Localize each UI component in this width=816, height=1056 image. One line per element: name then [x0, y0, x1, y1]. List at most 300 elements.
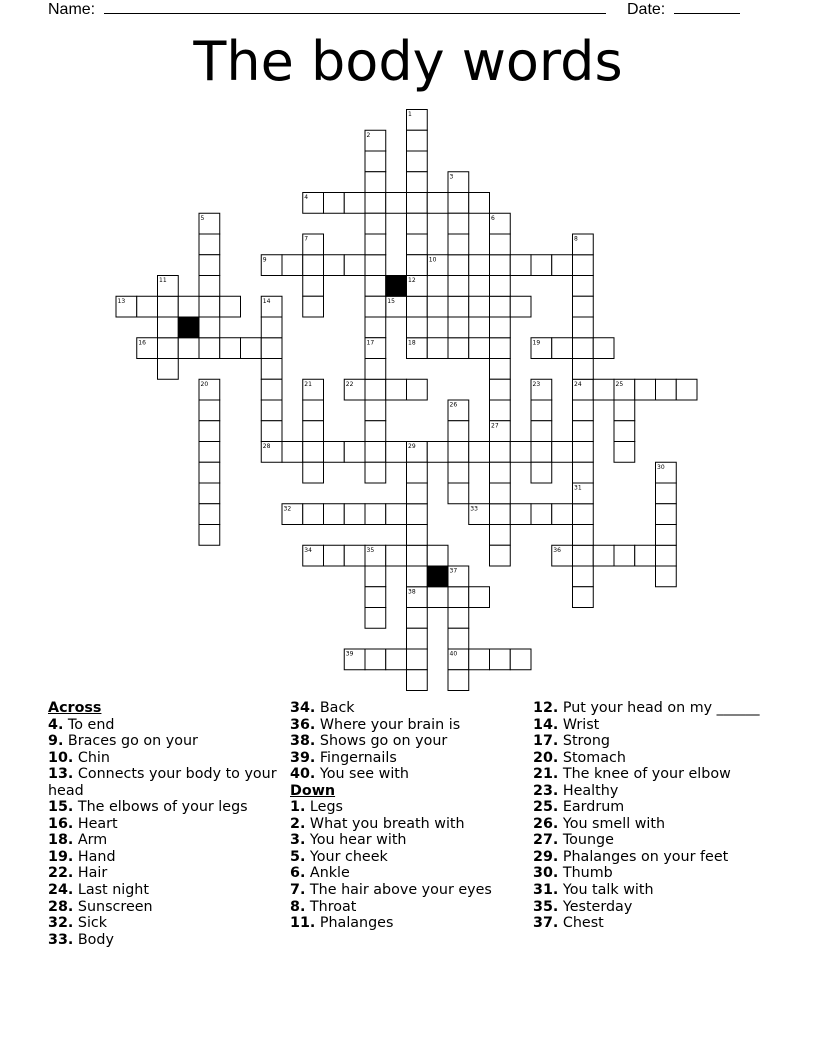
clue-item [48, 816, 278, 833]
grid-cell[interactable] [656, 545, 677, 566]
clue-item-text: Sick [73, 915, 108, 932]
clue-number: 36 [553, 546, 561, 554]
clue-item [48, 717, 278, 734]
grid-cell[interactable] [469, 442, 490, 463]
clue-number: 37 [449, 567, 458, 575]
grid-cell[interactable] [469, 255, 490, 276]
clue-item-number: 38. [290, 733, 316, 750]
grid-cell[interactable] [365, 504, 386, 525]
clue-item-text: Legs [305, 799, 343, 816]
grid-cell[interactable] [199, 400, 220, 421]
clue-item-text: The elbows of your legs [73, 799, 248, 816]
across-clue-list-continued [290, 700, 520, 783]
grid-cell[interactable] [614, 442, 635, 463]
clue-item-text: Sunscreen [73, 898, 153, 915]
grid-cell[interactable] [531, 255, 552, 276]
grid-cell[interactable] [365, 421, 386, 442]
grid-cell[interactable] [407, 525, 428, 546]
clue-item-text: Ankle [305, 865, 350, 882]
grid-cell[interactable] [365, 172, 386, 193]
clue-number: 3 [449, 173, 454, 181]
grid-cell[interactable] [552, 442, 573, 463]
clue-item [533, 733, 793, 750]
clue-item-text: You see with [315, 766, 409, 783]
across-heading: Across [48, 700, 102, 716]
grid-cell[interactable] [448, 255, 469, 276]
grid-cell[interactable] [199, 462, 220, 483]
grid-cell[interactable] [407, 670, 428, 691]
clue-item-number: 23. [533, 782, 559, 799]
clue-item [48, 915, 278, 932]
grid-cell[interactable] [261, 379, 282, 400]
clue-item [48, 899, 278, 916]
grid-cell[interactable] [261, 400, 282, 421]
grid-cell[interactable] [614, 400, 635, 421]
grid-cell[interactable] [531, 462, 552, 483]
grid-cell[interactable] [199, 317, 220, 338]
grid-cell[interactable] [573, 442, 594, 463]
grid-cell[interactable] [490, 462, 511, 483]
grid-cell[interactable] [407, 545, 428, 566]
clue-item-number: 24. [48, 882, 74, 899]
clue-item [290, 816, 520, 833]
grid-cell[interactable] [635, 545, 656, 566]
grid-cell[interactable] [324, 255, 345, 276]
grid-cell[interactable] [199, 483, 220, 504]
clue-item-text: Last night [73, 882, 149, 899]
grid-cell[interactable] [448, 193, 469, 214]
grid-cell[interactable] [531, 400, 552, 421]
grid-cell[interactable] [407, 504, 428, 525]
clue-item [48, 750, 278, 767]
grid-cell[interactable] [552, 338, 573, 359]
clue-item-text: Body [73, 931, 114, 948]
grid-cell[interactable] [303, 421, 324, 442]
clue-number: 30 [657, 463, 665, 471]
grid-cell[interactable] [573, 545, 594, 566]
grid-cell[interactable] [490, 255, 511, 276]
clue-item [290, 849, 520, 866]
grid-cell[interactable] [241, 338, 262, 359]
grid-cell[interactable] [448, 234, 469, 255]
clue-item [48, 882, 278, 899]
grid-cell[interactable] [531, 442, 552, 463]
page-title: The body words [193, 30, 623, 93]
grid-cell[interactable] [324, 442, 345, 463]
grid-cell[interactable] [510, 649, 531, 670]
grid-cell[interactable] [510, 504, 531, 525]
grid-cell[interactable] [490, 525, 511, 546]
grid-cell[interactable] [407, 566, 428, 587]
grid-cell[interactable] [490, 338, 511, 359]
clue-item [533, 915, 793, 932]
clue-number: 11 [159, 277, 167, 284]
clue-item [290, 915, 520, 932]
grid-cell[interactable] [552, 255, 573, 276]
grid-cell[interactable] [303, 296, 324, 317]
clue-item-number: 35. [533, 898, 559, 915]
grid-cell[interactable] [573, 338, 594, 359]
grid-cell[interactable] [261, 317, 282, 338]
grid-cell[interactable] [158, 338, 179, 359]
clue-item-text: Wrist [558, 716, 600, 733]
clue-item [533, 865, 793, 882]
clue-item [290, 700, 520, 717]
clue-item-text: Phalanges on your feet [558, 848, 729, 865]
clue-number: 29 [408, 443, 416, 450]
grid-cell[interactable] [365, 400, 386, 421]
grid-cell[interactable] [490, 400, 511, 421]
grid-cell[interactable] [469, 296, 490, 317]
clue-number: 33 [470, 505, 478, 513]
grid-cell[interactable] [407, 255, 428, 276]
clue-item-text: Connects your body to your head [48, 766, 277, 799]
grid-cell[interactable] [344, 442, 365, 463]
clue-item-number: 30. [533, 865, 559, 882]
clue-number: 34 [304, 546, 312, 554]
grid-cell[interactable] [469, 649, 490, 670]
clue-item-number: 5. [290, 848, 306, 865]
grid-cell[interactable] [552, 504, 573, 525]
clue-item-number: 33. [48, 931, 74, 948]
grid-cell[interactable] [573, 317, 594, 338]
clue-number: 7 [304, 235, 309, 243]
grid-cell[interactable] [593, 379, 614, 400]
clue-number: 32 [283, 505, 292, 513]
grid-cell[interactable] [365, 151, 386, 172]
grid-cell[interactable] [365, 193, 386, 214]
clue-number: 2 [366, 131, 371, 139]
grid-cell[interactable] [531, 504, 552, 525]
clue-item-number: 4. [48, 716, 64, 733]
grid-cell[interactable] [573, 255, 594, 276]
grid-cell[interactable] [448, 442, 469, 463]
down-clue-list [290, 799, 520, 931]
clue-item-number: 20. [533, 749, 559, 766]
grid-cell[interactable] [448, 462, 469, 483]
clue-item [533, 783, 793, 800]
clue-number: 19 [532, 339, 541, 347]
grid-cell[interactable] [303, 462, 324, 483]
clue-item-text: You smell with [558, 815, 666, 832]
grid-cell[interactable] [573, 462, 594, 483]
clue-item [290, 750, 520, 767]
clue-number: 28 [262, 443, 271, 450]
grid-cell[interactable] [365, 649, 386, 670]
clue-number: 26 [449, 401, 458, 409]
grid-cell[interactable] [676, 379, 697, 400]
grid-cell[interactable] [365, 255, 386, 276]
clue-item-number: 31. [533, 882, 559, 899]
grid-cell[interactable] [365, 442, 386, 463]
clue-number: 22 [345, 380, 354, 388]
grid-cell[interactable] [448, 628, 469, 649]
grid-cell[interactable] [593, 338, 614, 359]
clue-item-text: Put your head on my ______ [558, 700, 760, 716]
clue-item-number: 34. [290, 700, 316, 716]
clue-item-text: Phalanges [315, 915, 394, 932]
clue-number: 18 [408, 339, 416, 347]
grid-cell[interactable] [261, 359, 282, 380]
grid-cell[interactable] [344, 545, 365, 566]
grid-cell[interactable] [365, 462, 386, 483]
grid-cell[interactable] [303, 400, 324, 421]
grid-cell[interactable] [344, 255, 365, 276]
grid-cell[interactable] [199, 525, 220, 546]
grid-cell[interactable] [386, 504, 407, 525]
grid-cell[interactable] [469, 587, 490, 608]
clue-item [290, 865, 520, 882]
clue-item-number: 22. [48, 865, 74, 882]
grid-cell[interactable] [448, 296, 469, 317]
clue-item-text: You hear with [305, 832, 407, 849]
grid-cell[interactable] [324, 545, 345, 566]
grid-cell[interactable] [303, 442, 324, 463]
clue-item-number: 26. [533, 815, 559, 832]
grid-cell[interactable] [656, 504, 677, 525]
grid-cell[interactable] [386, 649, 407, 670]
grid-cell[interactable] [573, 296, 594, 317]
clue-item-text: Hand [73, 848, 116, 865]
grid-cell[interactable] [407, 379, 428, 400]
clue-item-number: 39. [290, 749, 316, 766]
clue-number: 17 [366, 339, 375, 347]
clue-item-number: 15. [48, 799, 74, 816]
grid-cell[interactable] [573, 421, 594, 442]
grid-cell[interactable] [261, 421, 282, 442]
clue-item [533, 816, 793, 833]
clue-item [533, 899, 793, 916]
clue-number: 12 [408, 277, 416, 284]
grid-cell[interactable] [407, 483, 428, 504]
grid-cell[interactable] [490, 545, 511, 566]
grid-cell[interactable] [282, 442, 303, 463]
grid-cell[interactable] [573, 400, 594, 421]
grid-cell[interactable] [220, 338, 241, 359]
grid-cell[interactable] [407, 317, 428, 338]
grid-cell[interactable] [220, 296, 241, 317]
grid-cell[interactable] [448, 421, 469, 442]
grid-cell[interactable] [407, 628, 428, 649]
clue-item-number: 12. [533, 700, 559, 716]
grid-cell[interactable] [324, 193, 345, 214]
date-label: Date: [627, 1, 666, 18]
clue-item [48, 832, 278, 849]
grid-cell[interactable] [427, 442, 448, 463]
grid-cell[interactable] [365, 608, 386, 629]
clue-item-text: Healthy [558, 782, 619, 799]
grid-cell[interactable] [448, 670, 469, 691]
grid-cell[interactable] [490, 649, 511, 670]
grid-cell[interactable] [344, 193, 365, 214]
grid-cell[interactable] [448, 608, 469, 629]
grid-cell[interactable] [593, 545, 614, 566]
grid-cell[interactable] [365, 379, 386, 400]
grid-cell[interactable] [407, 151, 428, 172]
clue-item-number: 2. [290, 815, 306, 832]
clue-item [48, 766, 278, 799]
clue-item-number: 1. [290, 799, 306, 816]
grid-cell[interactable] [490, 317, 511, 338]
grid-cell[interactable] [365, 359, 386, 380]
grid-cell[interactable] [303, 504, 324, 525]
grid-cell[interactable] [365, 566, 386, 587]
clue-number: 20 [200, 380, 209, 388]
clue-item [533, 799, 793, 816]
clue-item-text: Stomach [558, 749, 626, 766]
clue-item-text: Thumb [558, 865, 613, 882]
grid-cell[interactable] [282, 255, 303, 276]
grid-cell[interactable] [427, 338, 448, 359]
grid-cell[interactable] [365, 276, 386, 297]
grid-cell[interactable] [386, 442, 407, 463]
clue-number: 40 [449, 650, 458, 658]
grid-cell[interactable] [365, 587, 386, 608]
down-heading: Down [290, 782, 336, 799]
grid-cell[interactable] [469, 338, 490, 359]
grid-cell[interactable] [490, 276, 511, 297]
grid-cell[interactable] [614, 421, 635, 442]
grid-cell[interactable] [573, 504, 594, 525]
grid-cell[interactable] [199, 296, 220, 317]
grid-cell[interactable] [573, 566, 594, 587]
grid-cell[interactable] [448, 483, 469, 504]
grid-cell[interactable] [344, 504, 365, 525]
grid-cell[interactable] [448, 587, 469, 608]
grid-cell[interactable] [510, 255, 531, 276]
grid-cell[interactable] [469, 193, 490, 214]
clue-item-number: 7. [290, 882, 306, 899]
grid-cell[interactable] [510, 296, 531, 317]
grid-cell[interactable] [365, 317, 386, 338]
clue-item-text: Arm [73, 832, 108, 849]
grid-cell[interactable] [490, 296, 511, 317]
clue-item [48, 865, 278, 882]
clue-item-number: 3. [290, 832, 306, 849]
grid-cell[interactable] [407, 172, 428, 193]
grid-cell[interactable] [635, 379, 656, 400]
clue-item-number: 16. [48, 815, 74, 832]
grid-cell[interactable] [199, 255, 220, 276]
clue-item-number: 13. [48, 766, 74, 783]
grid-cell[interactable] [448, 317, 469, 338]
across-clue-list [48, 717, 278, 949]
grid-cell[interactable] [427, 296, 448, 317]
grid-cell[interactable] [199, 442, 220, 463]
grid-cell[interactable] [365, 234, 386, 255]
grid-cell[interactable] [407, 130, 428, 151]
clue-item [290, 899, 520, 916]
grid-cell[interactable] [365, 213, 386, 234]
clue-item-number: 10. [48, 749, 74, 766]
clue-item-text: Tounge [558, 832, 614, 849]
clue-number: 8 [574, 235, 578, 243]
grid-cell[interactable] [365, 296, 386, 317]
grid-cell[interactable] [407, 213, 428, 234]
grid-cell[interactable] [427, 545, 448, 566]
grid-cell[interactable] [199, 338, 220, 359]
grid-cell[interactable] [158, 317, 179, 338]
clue-item [290, 766, 520, 783]
grid-cell[interactable] [656, 566, 677, 587]
clue-item [533, 832, 793, 849]
clue-item [48, 849, 278, 866]
clue-item-text: Throat [305, 898, 357, 915]
clue-item-number: 28. [48, 898, 74, 915]
grid-cell[interactable] [178, 296, 199, 317]
grid-cell[interactable] [490, 504, 511, 525]
clue-item-text: Fingernails [315, 749, 397, 766]
clue-item-number: 9. [48, 733, 64, 750]
grid-cell[interactable] [261, 338, 282, 359]
grid-cell[interactable] [573, 359, 594, 380]
grid-cell[interactable] [386, 379, 407, 400]
grid-cell[interactable] [199, 421, 220, 442]
grid-cell[interactable] [490, 483, 511, 504]
grid-cell[interactable] [158, 296, 179, 317]
clue-number: 38 [408, 588, 416, 596]
grid-cell[interactable] [490, 442, 511, 463]
grid-cell[interactable] [490, 379, 511, 400]
grid-cell[interactable] [490, 359, 511, 380]
grid-cell[interactable] [407, 649, 428, 670]
grid-cell[interactable] [510, 442, 531, 463]
grid-cell[interactable] [573, 525, 594, 546]
grid-cell[interactable] [407, 608, 428, 629]
grid-cell[interactable] [178, 338, 199, 359]
grid-cell[interactable] [303, 255, 324, 276]
clue-item-number: 37. [533, 915, 559, 932]
grid-cell[interactable] [407, 234, 428, 255]
clue-item-number: 17. [533, 733, 559, 750]
grid-cell[interactable] [427, 193, 448, 214]
clue-item [533, 700, 793, 717]
grid-cell[interactable] [407, 193, 428, 214]
grid-cell[interactable] [614, 545, 635, 566]
grid-cell[interactable] [448, 338, 469, 359]
grid-cell[interactable] [573, 276, 594, 297]
clue-item-text: Back [315, 700, 355, 716]
grid-cell[interactable] [199, 504, 220, 525]
clue-item-number: 36. [290, 716, 316, 733]
grid-cell[interactable] [490, 234, 511, 255]
clue-item [290, 832, 520, 849]
grid-cell[interactable] [199, 276, 220, 297]
grid-cell[interactable] [531, 421, 552, 442]
grid-cell[interactable] [303, 276, 324, 297]
grid-cell[interactable] [407, 296, 428, 317]
grid-cell[interactable] [199, 234, 220, 255]
clue-item-text: The knee of your elbow [558, 766, 731, 783]
grid-cell[interactable] [137, 296, 158, 317]
grid-cell[interactable] [656, 483, 677, 504]
grid-cell[interactable] [427, 587, 448, 608]
clue-item-text: Braces go on your [63, 733, 198, 750]
grid-cell[interactable] [448, 213, 469, 234]
grid-cell[interactable] [656, 525, 677, 546]
grid-cell[interactable] [656, 379, 677, 400]
grid-cell[interactable] [158, 359, 179, 380]
grid-cell[interactable] [386, 545, 407, 566]
black-cell [427, 566, 448, 587]
clue-column-2 [290, 700, 520, 932]
grid-cell[interactable] [407, 462, 428, 483]
grid-cell[interactable] [386, 193, 407, 214]
grid-cell[interactable] [573, 587, 594, 608]
clue-item-text: Yesterday [558, 898, 633, 915]
grid-cell[interactable] [324, 504, 345, 525]
grid-cell[interactable] [448, 276, 469, 297]
